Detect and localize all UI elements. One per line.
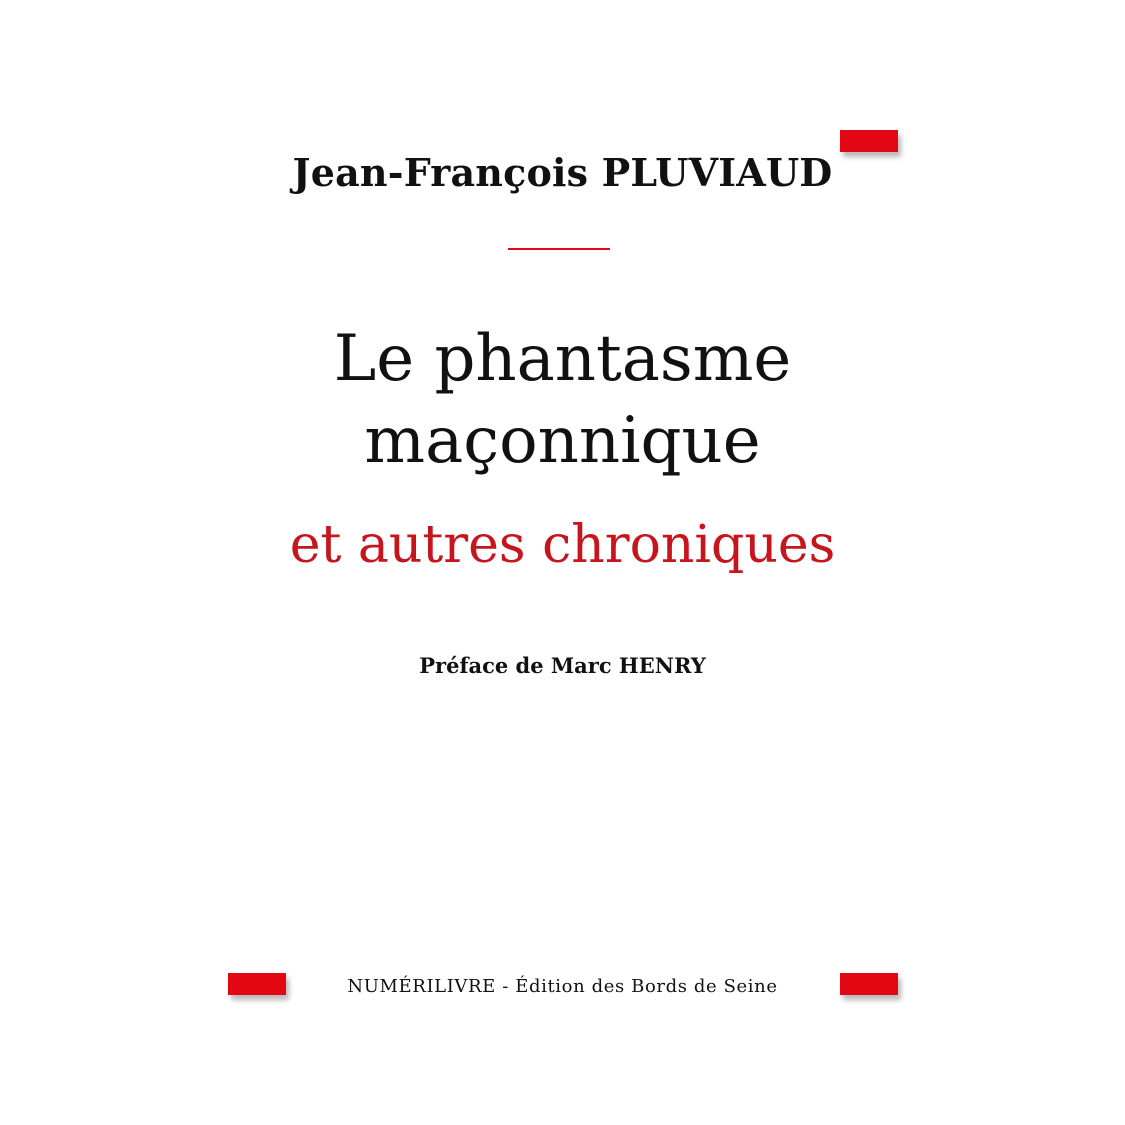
title-line-1: Le phantasme — [333, 322, 792, 396]
red-marker-top-right — [840, 130, 898, 152]
red-marker-bottom-right — [840, 973, 898, 995]
red-divider-line — [508, 248, 610, 250]
author-name: Jean-François PLUVIAUD — [292, 150, 833, 195]
title-line-2: maçonnique — [364, 404, 761, 478]
preface-credit: Préface de Marc HENRY — [419, 653, 706, 678]
book-title — [0, 318, 1125, 482]
book-subtitle: et autres chroniques — [289, 515, 836, 575]
publisher-line: NUMÉRILIVRE - Édition des Bords de Seine — [347, 976, 778, 997]
